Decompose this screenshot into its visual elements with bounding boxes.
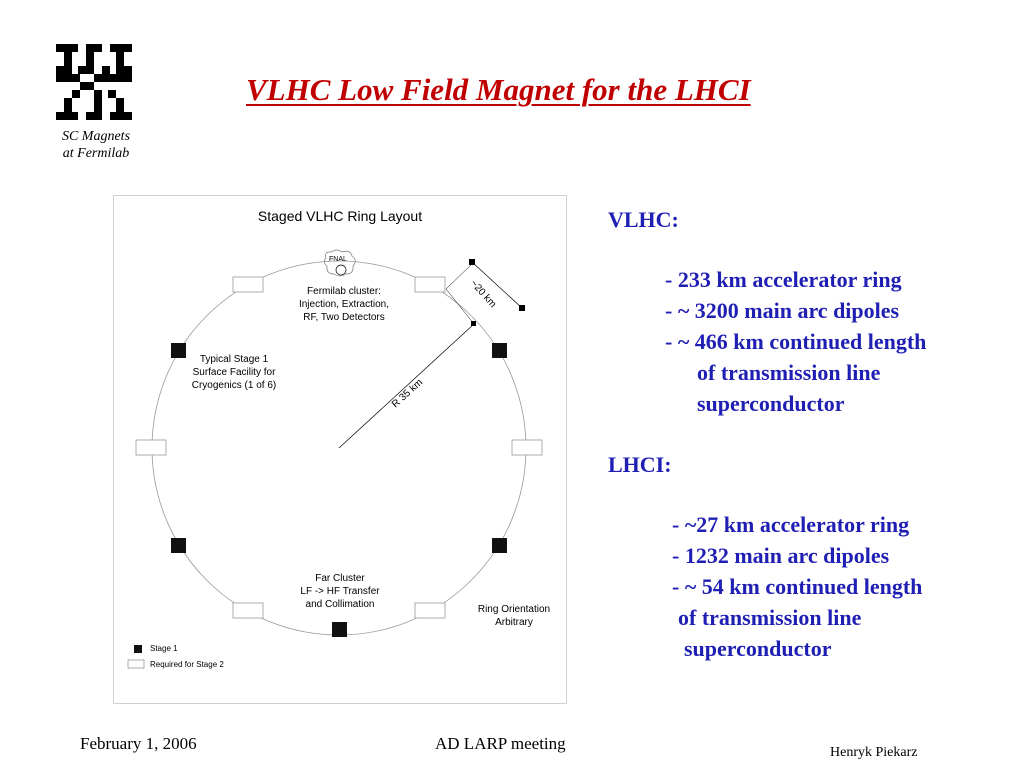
list-item: - 1232 main arc dipoles	[672, 543, 890, 568]
list-item: - 233 km accelerator ring	[665, 267, 902, 292]
footer-date: February 1, 2006	[80, 734, 197, 753]
legend-stage2-label: Required for Stage 2	[150, 660, 224, 669]
list-item: - ~ 3200 main arc dipoles	[665, 298, 900, 323]
lhci-heading: LHCI:	[608, 452, 672, 477]
far-cluster-label: Far Cluster LF -> HF Transfer and Collimation	[300, 573, 380, 610]
fnal-outline	[324, 250, 355, 276]
stage2-facility-box	[512, 440, 542, 455]
legend-stage1-swatch	[134, 645, 142, 653]
slide-title: VLHC Low Field Magnet for the LHCI	[246, 72, 751, 107]
stage1-facility-box	[492, 343, 507, 358]
stage1-facility-label: Typical Stage 1 Surface Facility for Cryogenics (1 of 6)	[191, 354, 277, 391]
figure-title: Staged VLHC Ring Layout	[257, 208, 423, 224]
radius-label: R 35 km	[390, 377, 426, 411]
fermilab-logo	[56, 44, 132, 120]
stage2-facility-box	[233, 603, 263, 618]
list-item: - ~ 466 km continued length	[665, 329, 927, 354]
org-line-2: at Fermilab	[62, 146, 130, 161]
ring-layout-figure	[113, 195, 567, 704]
legend-stage1-label: Stage 1	[150, 644, 178, 653]
list-item: of transmission line	[678, 605, 862, 630]
lhci-list	[672, 509, 922, 664]
distance-label: ~20 km	[467, 278, 499, 310]
stage2-facility-box	[233, 277, 263, 292]
stage2-facility-box	[415, 603, 445, 618]
orientation-label: Ring Orientation Arbitrary	[477, 604, 551, 628]
stage1-facility-box	[332, 622, 347, 637]
footer-author: Henryk Piekarz	[830, 745, 918, 760]
organization-label	[40, 128, 152, 162]
stage2-facility-box	[415, 277, 445, 292]
legend-stage2-swatch	[128, 660, 144, 668]
list-item: superconductor	[697, 391, 845, 416]
list-item: - ~27 km accelerator ring	[672, 512, 910, 537]
vlhc-heading: VLHC:	[608, 207, 679, 232]
vlhc-list	[665, 264, 926, 419]
list-item: superconductor	[684, 636, 832, 661]
fermilab-cluster-label: Fermilab cluster: Injection, Extraction, RF, Two Detectors	[298, 286, 390, 323]
stage1-facility-box	[492, 538, 507, 553]
stage1-facility-box	[171, 538, 186, 553]
stage2-facility-box	[136, 440, 166, 455]
org-line-1: SC Magnets	[61, 129, 131, 144]
footer-meeting: AD LARP meeting	[435, 734, 566, 753]
list-item: - ~ 54 km continued length	[672, 574, 923, 599]
fnal-label: FNAL	[329, 256, 347, 263]
list-item: of transmission line	[697, 360, 881, 385]
